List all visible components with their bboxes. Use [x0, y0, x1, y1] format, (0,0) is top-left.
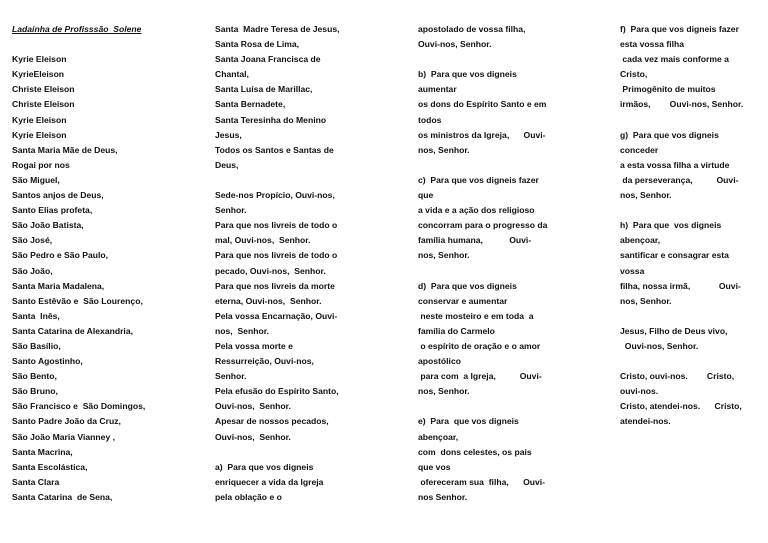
litany-line — [418, 264, 598, 279]
litany-line: enriquecer a vida da Igreja — [215, 476, 324, 487]
litany-line — [620, 309, 760, 324]
litany-line: Para que nos livreis de todo o — [215, 220, 338, 231]
litany-line: pecado, Ouvi-nos, Senhor. — [215, 265, 326, 276]
litany-line: São João, — [12, 265, 53, 276]
litany-line: São Miguel, — [12, 174, 60, 185]
litany-line: Santo Estêvão e São Lourenço, — [12, 295, 143, 306]
litany-line: Para que nos livreis de todo o — [215, 250, 338, 261]
litany-line: São José, — [12, 235, 53, 246]
litany-line: Kyrie Eleison — [12, 114, 67, 125]
litany-line: São Bruno, — [12, 386, 58, 397]
litany-line: São Francisco e São Domingos, — [12, 401, 146, 412]
litany-line: abençoar, — [418, 431, 459, 442]
litany-line: para com a Igreja, Ouvi- — [418, 371, 542, 382]
litany-line: Christe Eleison — [12, 99, 75, 110]
litany-line: h) Para que vos digneis — [620, 220, 722, 231]
litany-line: b) Para que vos digneis — [418, 69, 517, 80]
column-4 — [620, 22, 760, 430]
litany-line: São João Batista, — [12, 220, 84, 231]
litany-line: nos, Senhor. — [418, 250, 470, 261]
litany-line: a) Para que vos digneis — [215, 461, 314, 472]
litany-line: família do Carmelo — [418, 325, 495, 336]
litany-line: com dons celestes, os pais — [418, 446, 532, 457]
litany-line: Santa Clara — [12, 476, 60, 487]
litany-line: a esta vossa filha a virtude — [620, 159, 730, 170]
litany-line: filha, nossa irmã, Ouvi- — [620, 280, 741, 291]
litany-line — [418, 52, 598, 67]
litany-line — [12, 37, 192, 52]
litany-line: mal, Ouvi-nos, Senhor. — [215, 235, 311, 246]
litany-line: São Pedro e São Paulo, — [12, 250, 108, 261]
litany-line: Pela vossa Encarnação, Ouvi- — [215, 310, 338, 321]
litany-line: santificar e consagrar esta — [620, 250, 729, 261]
litany-line: Kyrie Eleison — [12, 54, 67, 65]
litany-line: Primogênito de muitos — [620, 84, 716, 95]
litany-line: neste mosteiro e em toda a — [418, 310, 534, 321]
litany-line: nos, Senhor. — [215, 325, 269, 336]
litany-line: Pela efusão do Espírito Santo, — [215, 386, 339, 397]
litany-line — [418, 158, 598, 173]
litany-line — [215, 445, 395, 460]
litany-line: pela oblação e o — [215, 491, 282, 502]
litany-line: Apesar de nossos pecados, — [215, 416, 329, 427]
litany-line: vossa — [620, 265, 645, 276]
litany-line: Ouvi-nos, Senhor. — [215, 431, 291, 442]
litany-line: Cristo, atendei-nos. Cristo, — [620, 401, 742, 412]
litany-line: Deus, — [215, 159, 239, 170]
litany-line: eterna, Ouvi-nos, Senhor. — [215, 295, 322, 306]
litany-line: que — [418, 190, 434, 201]
litany-line: conservar e aumentar — [418, 295, 508, 306]
column-1 — [12, 22, 192, 505]
litany-line — [620, 113, 760, 128]
litany-line: Santo Elias profeta, — [12, 205, 93, 216]
litany-line: Pela vossa morte e — [215, 340, 293, 351]
litany-line: Senhor. — [215, 371, 247, 382]
litany-line: f) Para que vos digneis fazer — [620, 24, 739, 34]
column-3 — [418, 22, 598, 505]
litany-line: nos, Senhor. — [620, 295, 672, 306]
litany-line: nos Senhor. — [418, 491, 468, 502]
litany-line: Chantal, — [215, 69, 249, 80]
litany-line: Santa Maria Mãe de Deus, — [12, 144, 118, 155]
litany-line: ouvi-nos. — [620, 386, 659, 397]
litany-title: Ladainha de Profisssão Solene — [12, 24, 142, 34]
litany-line: Santa Catarina de Alexandria, — [12, 325, 133, 336]
litany-line: atendei-nos. — [620, 416, 671, 427]
litany-line: Ouvi-nos, Senhor. — [215, 401, 291, 412]
litany-line: Cristo, ouvi-nos. Cristo, — [620, 371, 735, 382]
litany-line: g) Para que vos digneis — [620, 129, 719, 140]
litany-line: apostolado de vossa filha, — [418, 24, 526, 34]
litany-line: Christe Eleison — [12, 84, 75, 95]
litany-line — [215, 173, 395, 188]
litany-line: Jesus, Filho de Deus vivo, — [620, 325, 728, 336]
litany-line: Santa Bernadete, — [215, 99, 286, 110]
litany-line: Para que nos livreis da morte — [215, 280, 335, 291]
litany-line: Santa Rosa de Lima, — [215, 39, 300, 50]
litany-line: da perseverança, Ouvi- — [620, 174, 739, 185]
litany-line: São Basílio, — [12, 340, 61, 351]
litany-line: Santa Macrina, — [12, 446, 73, 457]
litany-line: esta vossa filha — [620, 39, 685, 50]
litany-line: todos — [418, 114, 442, 125]
litany-line: concorram para o progresso da — [418, 220, 548, 231]
column-2 — [215, 22, 395, 505]
litany-line: a vida e a ação dos religioso — [418, 205, 535, 216]
litany-line: c) Para que vos digneis fazer — [418, 174, 539, 185]
litany-line: Santa Luísa de Marillac, — [215, 84, 313, 95]
litany-line: Santa Madre Teresa de Jesus, — [215, 24, 340, 34]
litany-line: Kyrie Eleison — [12, 129, 67, 140]
litany-line: Cristo, — [620, 69, 648, 80]
litany-line — [620, 203, 760, 218]
litany-line: cada vez mais conforme a — [620, 54, 729, 65]
litany-line: abençoar, — [620, 235, 661, 246]
litany-line: Santa Inês, — [12, 310, 60, 321]
litany-line: Ouvi-nos, Senhor. — [620, 340, 699, 351]
litany-line: Todos os Santos e Santas de — [215, 144, 334, 155]
litany-line: Santos anjos de Deus, — [12, 190, 104, 201]
litany-line: Santa Teresinha do Menino — [215, 114, 327, 125]
litany-line: os dons do Espírito Santo e em — [418, 99, 547, 110]
litany-line: Santo Padre João da Cruz, — [12, 416, 121, 427]
litany-line — [418, 399, 598, 414]
litany-line: e) Para que vos digneis — [418, 416, 519, 427]
litany-line: Santo Agostinho, — [12, 356, 83, 367]
litany-line: d) Para que vos digneis — [418, 280, 517, 291]
litany-line: São João Maria Vianney , — [12, 431, 116, 442]
litany-line: Ressurreição, Ouvi-nos, — [215, 356, 314, 367]
litany-line: nos, Senhor. — [418, 386, 470, 397]
litany-line: ofereceram sua filha, Ouvi- — [418, 476, 546, 487]
litany-line: nos, Senhor. — [418, 144, 470, 155]
litany-line: Senhor. — [215, 205, 247, 216]
litany-line — [620, 354, 760, 369]
litany-line: nos, Senhor. — [620, 190, 672, 201]
litany-line: o espírito de oração e o amor — [418, 340, 541, 351]
litany-line: apostólico — [418, 356, 461, 367]
litany-line: Rogai por nos — [12, 159, 70, 170]
litany-line: KyrieEleison — [12, 69, 65, 80]
litany-line: Santa Maria Madalena, — [12, 280, 105, 291]
litany-line: Ouvi-nos, Senhor. — [418, 39, 492, 50]
litany-line: Santa Joana Francisca de — [215, 54, 321, 65]
litany-line: Santa Escolástica, — [12, 461, 88, 472]
litany-line: Sede-nos Propício, Ouvi-nos, — [215, 190, 335, 201]
litany-line: irmãos, Ouvi-nos, Senhor. — [620, 99, 744, 110]
litany-line: os ministros da Igreja, Ouvi- — [418, 129, 546, 140]
litany-line: São Bento, — [12, 371, 57, 382]
litany-line: conceder — [620, 144, 659, 155]
litany-line: Jesus, — [215, 129, 242, 140]
litany-line: Santa Catarina de Sena, — [12, 491, 113, 502]
litany-line: que vos — [418, 461, 451, 472]
litany-line: aumentar — [418, 84, 457, 95]
litany-line: família humana, Ouvi- — [418, 235, 532, 246]
